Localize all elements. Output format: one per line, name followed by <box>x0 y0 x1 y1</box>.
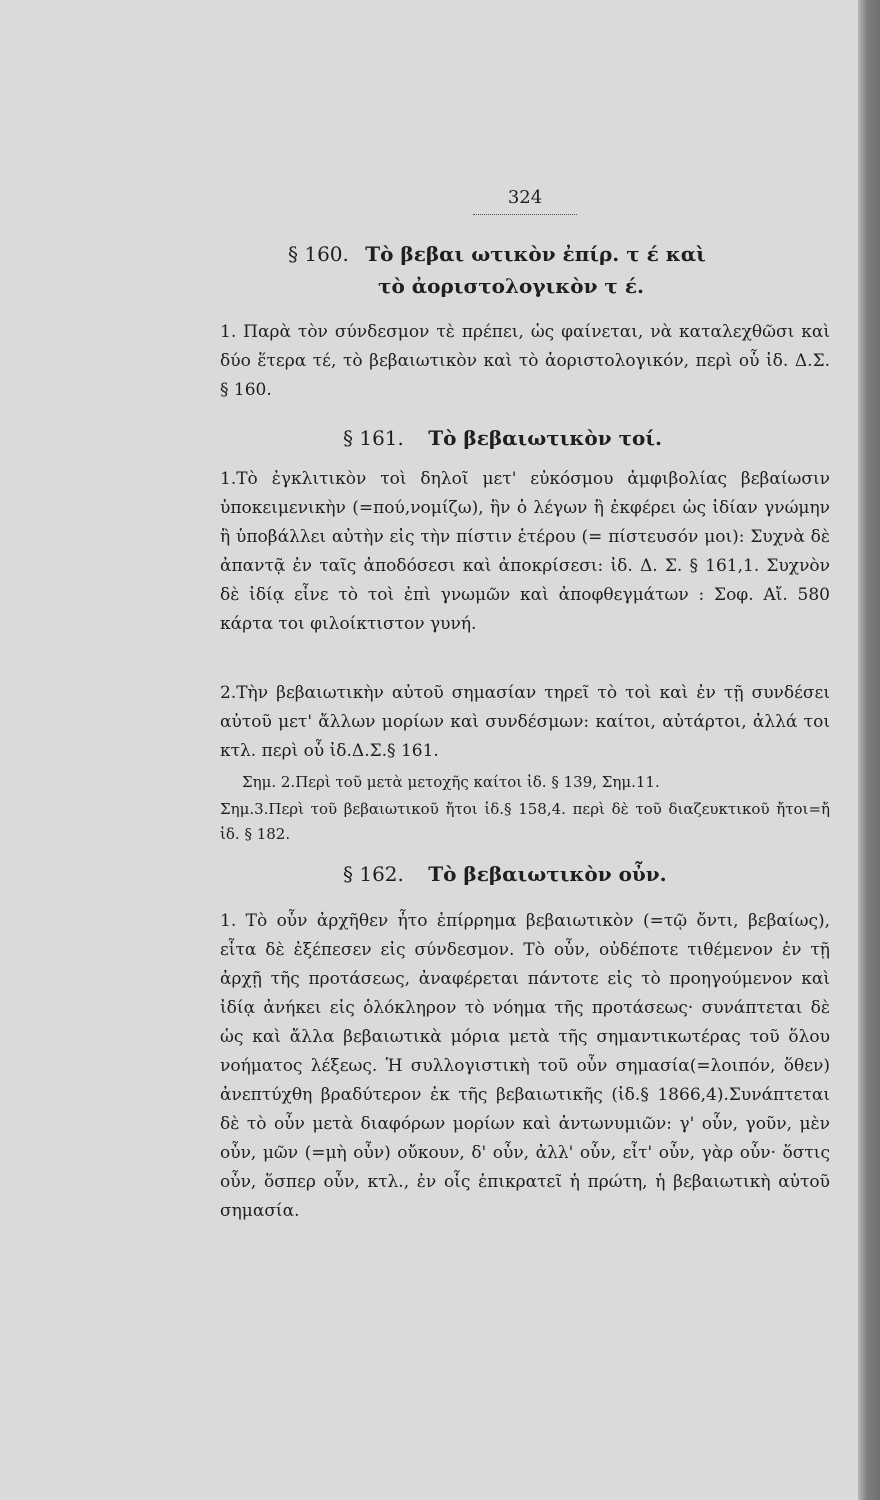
section-161-paragraph-1: 1.Τὸ ἐγκλιτικὸν τοὶ δηλοῖ μετ' εὐκόσμου ἀμφιβολίας βεβαίωσιν ὑποκειμενικὴν (=πού,νομίζω), ἣν ὁ λέγων ἢ ἐκφέρει ὡς ἰδίαν γνώμην ἢ ὑποβάλλει αὐτὴν εἰς τὴν πίστιν ἑτέρου (= πίστευσόν μοι): Συχνὰ δὲ ἀπαντᾷ ἐν ταῖς ἀποδόσεσι καὶ ἀποκρίσεσι: ἰδ. Δ. Σ. § 161,1. Συχνὸν δὲ ἰδίᾳ εἶνε τὸ τοὶ ἐπὶ γνωμῶν καὶ ἀποφθεγμάτων : Σοφ. Αἴ. 580 κάρτα τοι φιλοίκτιστον γυνή. <box>220 469 830 634</box>
page-edge-shadow <box>858 0 880 1500</box>
section-160-heading-line2 <box>378 272 644 300</box>
section-161-number: § 161. <box>343 426 404 450</box>
section-161-heading <box>343 424 662 452</box>
page-number: 324 <box>507 187 543 208</box>
section-162-heading <box>343 860 667 888</box>
section-161-note-3: Σημ.3.Περὶ τοῦ βεβαιωτικοῦ ἤτοι ἰδ.§ 158,4. περὶ δὲ τοῦ διαζευκτικοῦ ἤτοι=ἤ ἰδ. § 182. <box>220 800 830 843</box>
section-160-heading-line1 <box>288 240 706 268</box>
section-160-title-line2: τὸ ἀοριστολογικὸν τ έ. <box>378 274 644 298</box>
section-162-title: Τὸ βεβαιωτικὸν οὖν. <box>428 862 667 886</box>
page-number-rule <box>473 214 577 215</box>
section-161-paragraph-2: 2.Τὴν βεβαιωτικὴν αὐτοῦ σημασίαν τηρεῖ τὸ τοὶ καὶ ἐν τῇ συνδέσει αὐτοῦ μετ' ἄλλων μορίων καὶ συνδέσμων: καίτοι, αὐτάρτοι, ἀλλά τοι κτλ. περὶ οὗ ἰδ.Δ.Σ.§ 161. <box>220 683 830 761</box>
section-160-paragraph-1: 1. Παρὰ τὸν σύνδεσμον τὲ πρέπει, ὡς φαίνεται, νὰ καταλεχθῶσι καὶ δύο ἕτερα τέ, τὸ βεβαιωτικὸν καὶ τὸ ἀοριστολογικόν, περὶ οὗ ἰδ. Δ.Σ. § 160. <box>220 322 830 400</box>
section-162-paragraph-1: 1. Τὸ οὖν ἀρχῆθεν ἦτο ἐπίρρημα βεβαιωτικὸν (=τῷ ὄντι, βεβαίως), εἶτα δὲ ἐξέπεσεν εἰς σύνδεσμον. Τὸ οὖν, οὐδέποτε τιθέμενον ἐν τῇ ἀρχῇ τῆς προτάσεως, ἀναφέρεται πάντοτε εἰς τὸ προηγούμενον καὶ ἰδίᾳ ἀνήκει εἰς ὁλόκληρον τὸ νόημα τῆς προτάσεως· συνάπτεται δὲ ὡς καὶ ἄλλα βεβαιωτικὰ μόρια μετὰ τῆς σημαντικωτέρας τοῦ ὅλου νοήματος λέξεως. Ἡ συλλογιστικὴ τοῦ οὖν σημασία(=λοιπόν, ὅθεν) ἀνεπτύχθη βραδύτερον ἐκ τῆς βεβαιωτικῆς (ἰδ.§ 1866,4).Συνάπτεται δὲ τὸ οὖν μετὰ διαφόρων μορίων καὶ ἀντωνυμιῶν: γ' οὖν, γοῦν, μὲν οὖν, μῶν (=μὴ οὖν) οὔκουν, δ' οὖν, ἀλλ' οὖν, εἶτ' οὖν, γὰρ οὖν· ὅστις οὖν, ὅσπερ οὖν, κτλ., ἐν οἷς ἐπικρατεῖ ἡ πρώτη, ἡ βεβαιωτικὴ αὐτοῦ σημασία. <box>220 911 830 1221</box>
section-161-note-2: Σημ. 2.Περὶ τοῦ μετὰ μετοχῆς καίτοι ἰδ. § 139, Σημ.11. <box>242 773 660 791</box>
section-161-title: Τὸ βεβαιωτικὸν τοί. <box>428 426 663 450</box>
section-162-number: § 162. <box>343 862 404 886</box>
section-160-number: § 160. <box>288 242 349 266</box>
section-160-title-line1: Τὸ βεβαι ωτικὸν ἐπίρ. τ έ καὶ <box>365 242 706 266</box>
